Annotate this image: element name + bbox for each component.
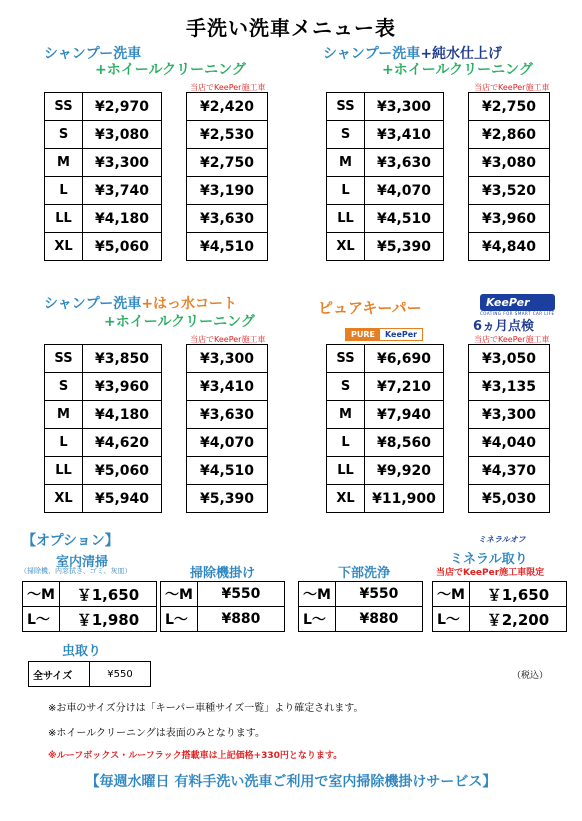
size-cell: XL <box>327 233 365 261</box>
table-row <box>469 233 550 261</box>
mineral-off-logo: ミネラルオフ <box>478 535 526 544</box>
table-row <box>187 205 268 233</box>
table-row <box>187 233 268 261</box>
size-cell: L～ <box>299 607 336 632</box>
section2-keeper-table <box>468 92 550 261</box>
bug-removal-table <box>28 661 151 687</box>
table-row <box>327 373 444 401</box>
table-row <box>327 121 444 149</box>
price-cell: ¥9,920 <box>365 457 444 485</box>
table-row <box>45 401 162 429</box>
section3-store-note: 当店でKeePer施工車 <box>190 335 266 344</box>
price-cell: ¥880 <box>335 607 422 632</box>
table-row <box>469 457 550 485</box>
size-cell: SS <box>327 345 365 373</box>
size-cell: ～M <box>299 582 336 607</box>
price-cell: ￥1,650 <box>469 582 566 607</box>
section2-title-a: シャンプー洗車 <box>323 46 421 62</box>
table-row <box>327 401 444 429</box>
keeper-price-cell: ¥3,630 <box>187 401 268 429</box>
table-row <box>45 177 162 205</box>
price-cell: ¥2,970 <box>83 93 162 121</box>
price-cell: ￥1,980 <box>59 607 156 632</box>
table-row <box>187 429 268 457</box>
section1-title <box>44 46 141 63</box>
table-row <box>299 607 423 632</box>
section1-keeper-table <box>186 92 268 261</box>
section1-title-a: シャンプー洗車 <box>44 46 142 62</box>
size-cell: XL <box>327 485 365 513</box>
size-cell: M <box>45 149 83 177</box>
table-row <box>187 345 268 373</box>
table-row <box>45 121 162 149</box>
price-cell: ¥5,390 <box>365 233 444 261</box>
size-cell: S <box>45 121 83 149</box>
price-cell: ¥3,300 <box>83 149 162 177</box>
table-row <box>187 373 268 401</box>
table-row <box>327 485 444 513</box>
price-cell: ¥4,620 <box>83 429 162 457</box>
size-cell: LL <box>45 205 83 233</box>
keeper-price-cell: ¥3,190 <box>187 177 268 205</box>
table-row <box>327 93 444 121</box>
table-row <box>469 429 550 457</box>
size-cell: S <box>45 373 83 401</box>
section1-store-note: 当店でKeePer施工車 <box>190 83 266 92</box>
price-cell: ¥880 <box>197 607 284 632</box>
section4-store-note: 当店でKeePer施工車 <box>474 335 550 344</box>
table-row <box>469 401 550 429</box>
table-row <box>469 345 550 373</box>
table-row <box>45 149 162 177</box>
keeper-logo-text: KeePer <box>480 294 555 311</box>
keeper-price-cell: ¥3,300 <box>469 401 550 429</box>
table-row <box>45 205 162 233</box>
price-cell: ¥7,940 <box>365 401 444 429</box>
keeper-price-cell: ¥4,070 <box>187 429 268 457</box>
size-cell: L <box>327 429 365 457</box>
interior-clean-label: 室内清掃 <box>56 555 109 570</box>
section3-title-b: +はっ水コート <box>141 296 238 312</box>
size-cell: LL <box>45 457 83 485</box>
section1-price-table <box>44 92 162 261</box>
table-row <box>29 662 151 687</box>
table-row <box>327 205 444 233</box>
price-cell: ¥4,070 <box>365 177 444 205</box>
keeper-price-cell: ¥5,390 <box>187 485 268 513</box>
keeper-price-cell: ¥4,510 <box>187 233 268 261</box>
pure-badge-left: PURE <box>346 329 380 340</box>
price-cell: ¥4,510 <box>365 205 444 233</box>
table-row <box>469 93 550 121</box>
price-cell: ￥2,200 <box>469 607 566 632</box>
table-row <box>45 429 162 457</box>
section4-title: ピュアキーパー <box>318 299 422 317</box>
keeper-logo <box>480 294 555 316</box>
size-cell: L～ <box>161 607 198 632</box>
table-row <box>23 582 157 607</box>
keeper-price-cell: ¥2,750 <box>187 149 268 177</box>
mineral-note: 当店でKeePer施工車限定 <box>436 568 545 578</box>
keeper-price-cell: ¥4,370 <box>469 457 550 485</box>
size-cell: L～ <box>433 607 470 632</box>
vacuum-table <box>160 581 285 632</box>
keeper-price-cell: ¥2,420 <box>187 93 268 121</box>
size-cell: S <box>327 373 365 401</box>
size-cell: ～M <box>433 582 470 607</box>
table-row <box>23 607 157 632</box>
table-row <box>187 485 268 513</box>
section1-title-c: +ホイールクリーニング <box>95 62 246 78</box>
keeper-price-cell: ¥3,630 <box>187 205 268 233</box>
table-row <box>161 582 285 607</box>
table-row <box>45 345 162 373</box>
section3-price-table <box>44 344 162 513</box>
keeper-price-cell: ¥4,040 <box>469 429 550 457</box>
interior-clean-table <box>22 581 157 632</box>
keeper-price-cell: ¥3,960 <box>469 205 550 233</box>
tax-note: （税込） <box>512 671 549 681</box>
price-cell: ¥3,740 <box>83 177 162 205</box>
table-row <box>327 457 444 485</box>
bug-removal-label: 虫取り <box>62 644 102 659</box>
price-cell: ¥7,210 <box>365 373 444 401</box>
price-cell: ¥5,940 <box>83 485 162 513</box>
table-row <box>187 401 268 429</box>
keeper-price-cell: ¥3,300 <box>187 345 268 373</box>
section4-inspection-label: 6ヵ月点検 <box>473 319 535 334</box>
table-row <box>469 485 550 513</box>
size-cell: LL <box>327 205 365 233</box>
table-row <box>299 582 423 607</box>
table-row <box>327 233 444 261</box>
page-title: 手洗い洗車メニュー表 <box>186 16 396 40</box>
size-cell: L <box>45 177 83 205</box>
price-cell: ¥3,630 <box>365 149 444 177</box>
size-cell: L～ <box>23 607 60 632</box>
table-row <box>161 607 285 632</box>
table-row <box>469 177 550 205</box>
table-row <box>469 121 550 149</box>
keeper-price-cell: ¥3,520 <box>469 177 550 205</box>
keeper-price-cell: ¥4,840 <box>469 233 550 261</box>
size-cell: M <box>327 149 365 177</box>
size-cell: SS <box>327 93 365 121</box>
pure-badge-right: KeePer <box>380 329 422 340</box>
keeper-logo-sub: COATING FOR SMART CAR LIFE <box>480 311 555 316</box>
keeper-price-cell: ¥2,860 <box>469 121 550 149</box>
table-row <box>187 149 268 177</box>
keeper-price-cell: ¥3,410 <box>187 373 268 401</box>
section2-title-b: +純水仕上げ <box>420 46 503 62</box>
keeper-price-cell: ¥4,510 <box>187 457 268 485</box>
price-cell: ¥550 <box>90 662 151 687</box>
table-row <box>187 121 268 149</box>
table-row <box>187 177 268 205</box>
table-row <box>45 457 162 485</box>
pure-keeper-badge <box>345 322 423 341</box>
size-cell: XL <box>45 233 83 261</box>
size-cell: SS <box>45 93 83 121</box>
price-cell: ¥3,850 <box>83 345 162 373</box>
price-cell: ¥550 <box>197 582 284 607</box>
table-row <box>469 373 550 401</box>
note-size: ※お車のサイズ分けは「キーパー車種サイズ一覧」より確定されます。 <box>48 703 364 714</box>
price-cell: ¥11,900 <box>365 485 444 513</box>
section3-title-a: シャンプー洗車 <box>44 296 142 312</box>
price-cell: ¥4,180 <box>83 205 162 233</box>
note-roof: ※ルーフボックス・ルーフラック搭載車は上記価格+330円となります。 <box>48 751 343 761</box>
table-row <box>45 233 162 261</box>
size-cell: ～M <box>23 582 60 607</box>
keeper-price-cell: ¥2,530 <box>187 121 268 149</box>
table-row <box>327 345 444 373</box>
table-row <box>187 93 268 121</box>
price-cell: ¥550 <box>335 582 422 607</box>
section3-keeper-table <box>186 344 268 513</box>
size-cell: L <box>327 177 365 205</box>
note-wheel: ※ホイールクリーニングは表面のみとなります。 <box>48 728 265 739</box>
section3-title-c: +ホイールクリーニング <box>104 314 255 330</box>
underbody-table <box>298 581 423 632</box>
size-cell: 全サイズ <box>29 662 90 687</box>
size-cell: ～M <box>161 582 198 607</box>
wednesday-service-banner: 【毎週水曜日 有料手洗い洗車ご利用で室内掃除機掛けサービス】 <box>85 774 497 790</box>
price-cell: ¥5,060 <box>83 233 162 261</box>
price-cell: ¥4,180 <box>83 401 162 429</box>
mineral-table <box>432 581 567 632</box>
section2-title-c: +ホイールクリーニング <box>382 62 533 78</box>
price-cell: ¥3,960 <box>83 373 162 401</box>
table-row <box>45 485 162 513</box>
size-cell: M <box>327 401 365 429</box>
price-cell: ¥5,060 <box>83 457 162 485</box>
vacuum-label: 掃除機掛け <box>190 566 256 581</box>
size-cell: XL <box>45 485 83 513</box>
mineral-label: ミネラル取り <box>450 552 528 567</box>
price-cell: ¥3,300 <box>365 93 444 121</box>
keeper-price-cell: ¥5,030 <box>469 485 550 513</box>
table-row <box>327 177 444 205</box>
keeper-price-cell: ¥3,135 <box>469 373 550 401</box>
section3-title <box>44 296 237 313</box>
table-row <box>45 93 162 121</box>
table-row <box>187 457 268 485</box>
table-row <box>433 582 567 607</box>
keeper-price-cell: ¥3,050 <box>469 345 550 373</box>
price-cell: ¥6,690 <box>365 345 444 373</box>
size-cell: M <box>45 401 83 429</box>
options-heading: 【オプション】 <box>22 533 119 549</box>
table-row <box>469 205 550 233</box>
table-row <box>433 607 567 632</box>
size-cell: S <box>327 121 365 149</box>
keeper-price-cell: ¥3,080 <box>469 149 550 177</box>
section2-title <box>323 46 502 63</box>
price-cell: ¥3,080 <box>83 121 162 149</box>
section2-store-note: 当店でKeePer施工車 <box>474 83 550 92</box>
table-row <box>45 373 162 401</box>
section4-price-table <box>326 344 444 513</box>
price-cell: ¥3,410 <box>365 121 444 149</box>
table-row <box>327 149 444 177</box>
price-cell: ￥1,650 <box>59 582 156 607</box>
underbody-label: 下部洗浄 <box>338 566 391 581</box>
keeper-price-cell: ¥2,750 <box>469 93 550 121</box>
section4-keeper-table <box>468 344 550 513</box>
size-cell: L <box>45 429 83 457</box>
interior-clean-sublabel: （掃除機、内窓拭き、ゴミ、灰皿） <box>20 567 132 575</box>
table-row <box>327 429 444 457</box>
size-cell: SS <box>45 345 83 373</box>
size-cell: LL <box>327 457 365 485</box>
price-cell: ¥8,560 <box>365 429 444 457</box>
table-row <box>469 149 550 177</box>
section2-price-table <box>326 92 444 261</box>
